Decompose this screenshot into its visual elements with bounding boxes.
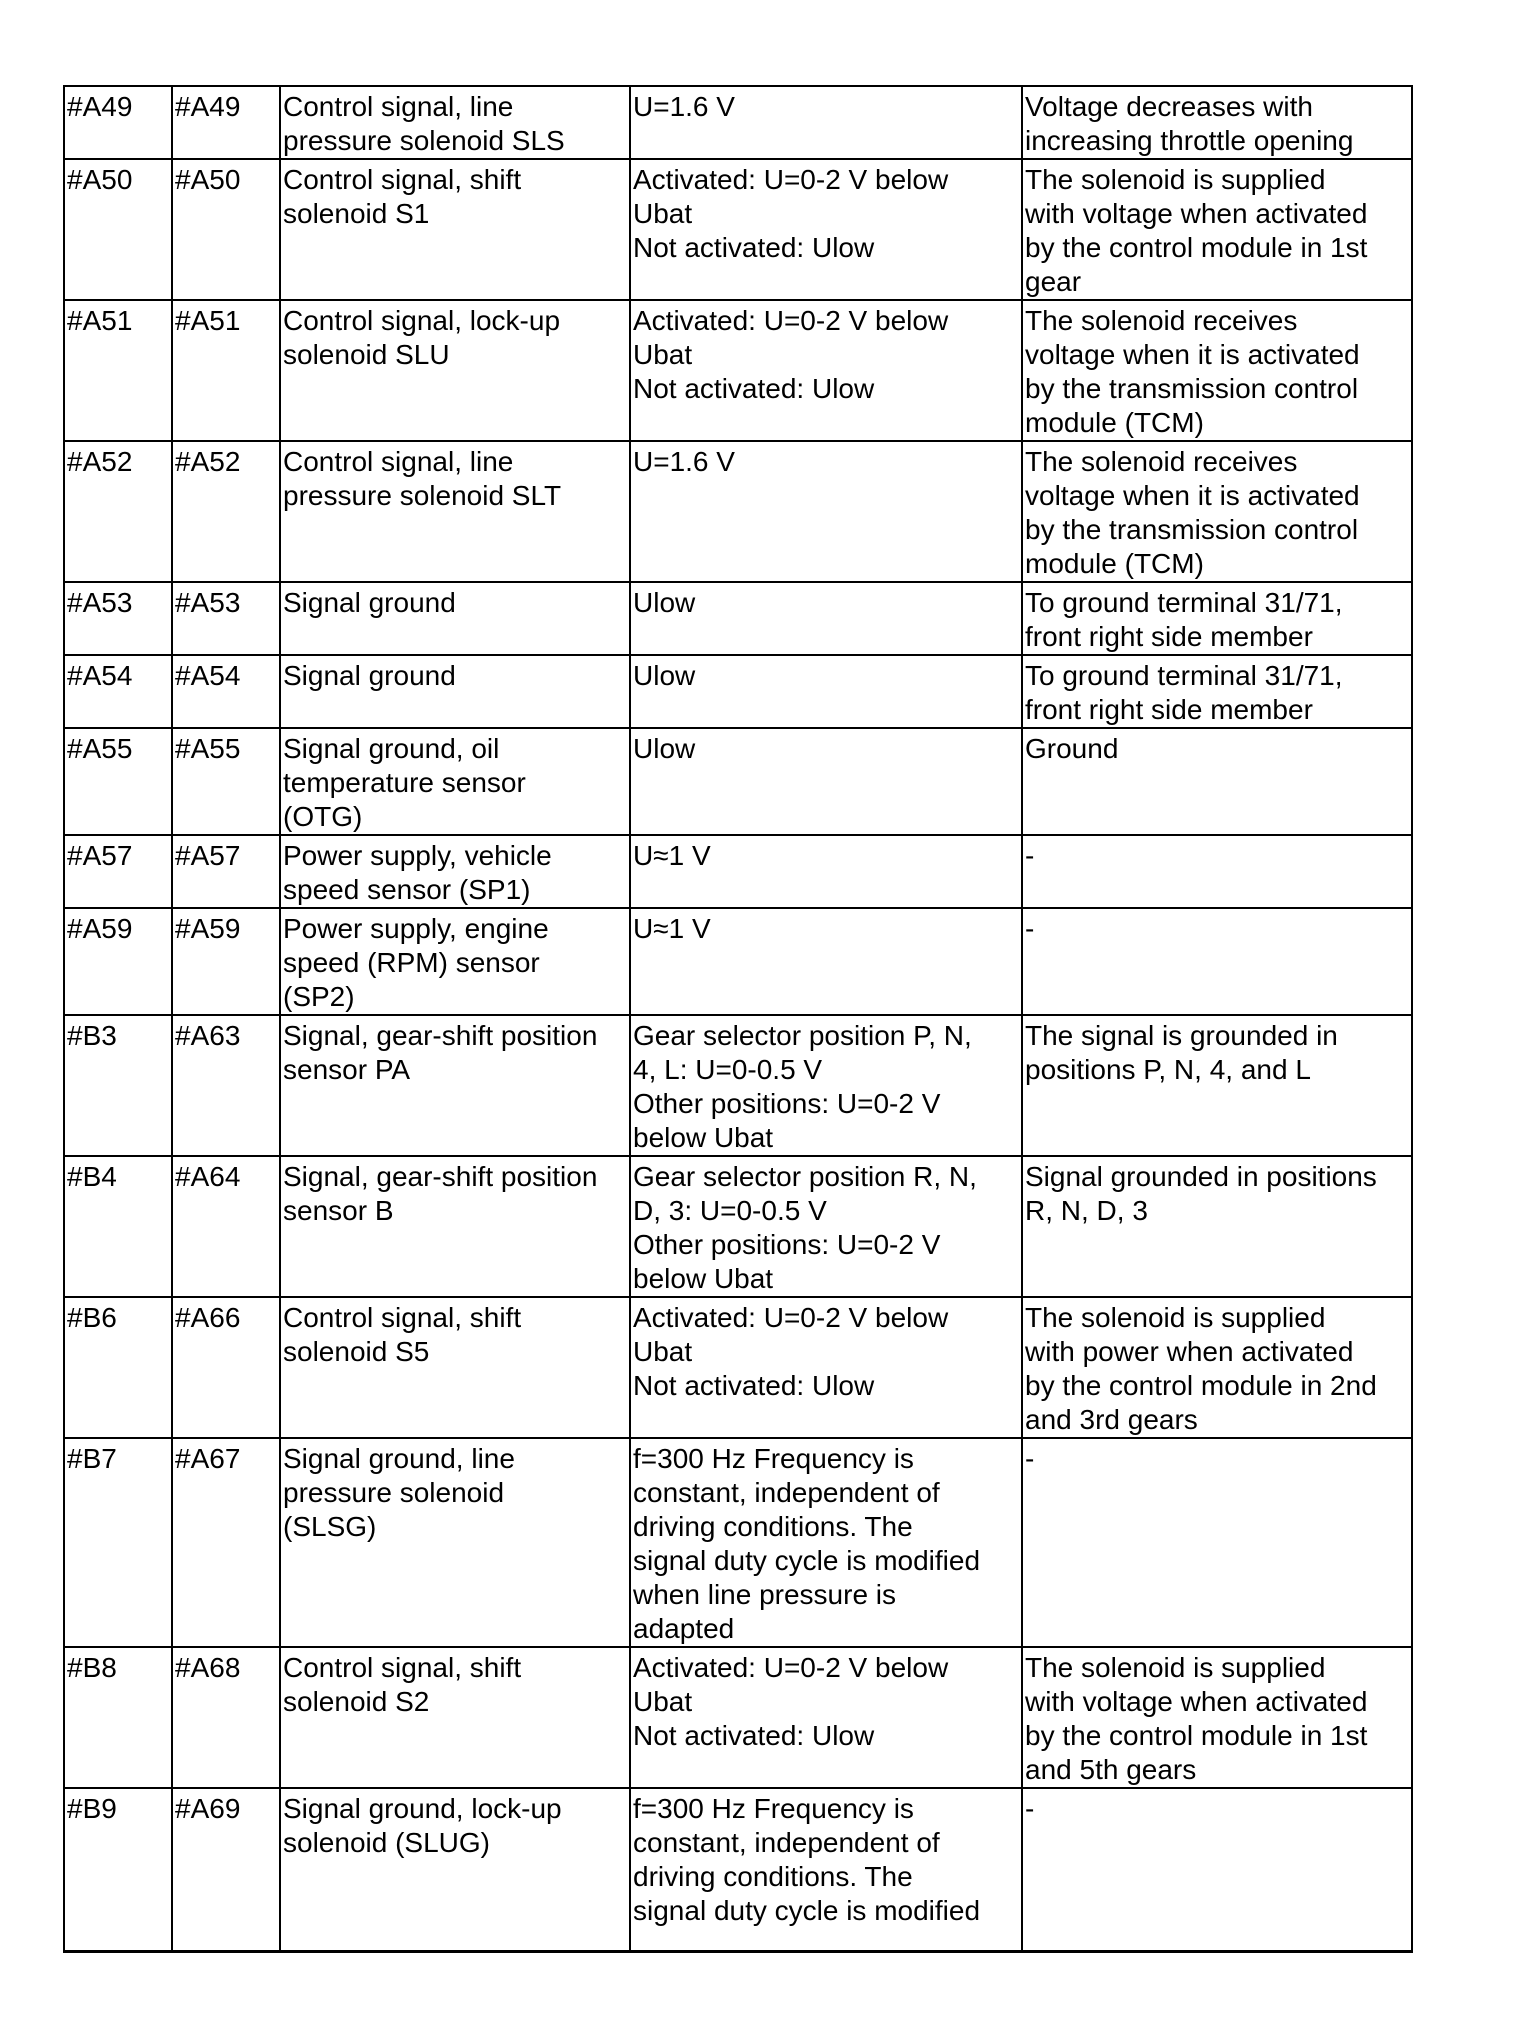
cell-text-line: (SP2)	[283, 981, 355, 1012]
cell-text-line: Not activated: Ulow	[633, 1370, 875, 1401]
cell-text-line: front right side member	[1025, 694, 1313, 725]
cell-text-line: driving conditions. The	[633, 1861, 913, 1892]
cell-text: #A53	[67, 587, 133, 618]
note-cell	[1022, 582, 1412, 655]
description-cell	[280, 835, 630, 908]
cell-text-line: solenoid S5	[283, 1336, 430, 1367]
description-cell	[280, 86, 630, 159]
cell-text-line: solenoid (SLUG)	[283, 1827, 490, 1858]
cell-text-line: with voltage when activated	[1025, 198, 1368, 229]
value-cell	[630, 1788, 1022, 1951]
cell-text-line: below Ubat	[633, 1122, 774, 1153]
cell-text: #A50	[175, 164, 241, 195]
cell-text: #A52	[175, 446, 241, 477]
value-cell	[630, 1297, 1022, 1438]
pin-b-cell	[172, 1156, 280, 1297]
pin-a-cell	[64, 728, 172, 835]
cell-text-line: by the control module in 2nd	[1025, 1370, 1377, 1401]
cell-text-line: with voltage when activated	[1025, 1686, 1368, 1717]
cell-text-line: speed sensor (SP1)	[283, 874, 531, 905]
description-cell	[280, 1788, 630, 1951]
table-row	[64, 159, 1412, 300]
cell-text-line: with power when activated	[1025, 1336, 1354, 1367]
note-cell	[1022, 1156, 1412, 1297]
value-cell	[630, 728, 1022, 835]
note-cell	[1022, 300, 1412, 441]
cell-text: #A69	[175, 1793, 241, 1824]
description-cell	[280, 1015, 630, 1156]
cell-text-line: voltage when it is activated	[1025, 480, 1360, 511]
description-cell	[280, 728, 630, 835]
cell-text: #A49	[67, 91, 133, 122]
description-cell	[280, 655, 630, 728]
note-cell	[1022, 655, 1412, 728]
cell-text-line: Ground	[1025, 733, 1119, 764]
pin-b-cell	[172, 441, 280, 582]
note-cell	[1022, 728, 1412, 835]
value-cell	[630, 1647, 1022, 1788]
pin-b-cell	[172, 1297, 280, 1438]
pin-b-cell	[172, 835, 280, 908]
cell-text-line: Signal, gear-shift position	[283, 1020, 598, 1051]
cell-text-line: signal duty cycle is modified	[633, 1545, 981, 1576]
pin-b-cell	[172, 1788, 280, 1951]
cell-text-line: Ubat	[633, 1336, 693, 1367]
cell-text: #A66	[175, 1302, 241, 1333]
pin-b-cell	[172, 582, 280, 655]
cell-text-line: (SLSG)	[283, 1511, 377, 1542]
cell-text-line: below Ubat	[633, 1263, 774, 1294]
cell-text-line: by the control module in 1st	[1025, 232, 1368, 263]
value-cell	[630, 835, 1022, 908]
cell-text-line: Control signal, shift	[283, 1652, 522, 1683]
table-row	[64, 1438, 1412, 1647]
cell-text-line: -	[1025, 1793, 1035, 1824]
description-cell	[280, 582, 630, 655]
cell-text-line: Activated: U=0-2 V below	[633, 1302, 949, 1333]
cell-text-line: Ubat	[633, 198, 693, 229]
cell-text-line: constant, independent of	[633, 1827, 940, 1858]
cell-text-line: The solenoid receives	[1025, 446, 1298, 477]
pin-a-cell	[64, 908, 172, 1015]
cell-text-line: by the transmission control	[1025, 373, 1359, 404]
cell-text: #A54	[67, 660, 133, 691]
note-cell	[1022, 1647, 1412, 1788]
cell-text-line: and 3rd gears	[1025, 1404, 1198, 1435]
pin-b-cell	[172, 1647, 280, 1788]
cell-text-line: Gear selector position R, N,	[633, 1161, 977, 1192]
cell-text: #A55	[67, 733, 133, 764]
cell-text: #A57	[175, 840, 241, 871]
cell-text-line: Ubat	[633, 339, 693, 370]
cell-text-line: Not activated: Ulow	[633, 1720, 875, 1751]
description-cell	[280, 300, 630, 441]
cell-text-line: Power supply, engine	[283, 913, 549, 944]
cell-text-line: The solenoid is supplied	[1025, 1652, 1326, 1683]
cell-text-line: U=1.6 V	[633, 446, 735, 477]
cell-text: #A57	[67, 840, 133, 871]
cell-text-line: Control signal, shift	[283, 1302, 522, 1333]
cell-text-line: increasing throttle opening	[1025, 125, 1354, 156]
value-cell	[630, 86, 1022, 159]
note-cell	[1022, 159, 1412, 300]
pin-a-cell	[64, 300, 172, 441]
cell-text-line: Activated: U=0-2 V below	[633, 1652, 949, 1683]
pin-a-cell	[64, 655, 172, 728]
description-cell	[280, 908, 630, 1015]
pin-b-cell	[172, 655, 280, 728]
cell-text: #A53	[175, 587, 241, 618]
note-cell	[1022, 908, 1412, 1015]
note-cell	[1022, 1015, 1412, 1156]
cell-text-line: Not activated: Ulow	[633, 373, 875, 404]
cell-text-line: adapted	[633, 1613, 735, 1644]
cell-text-line: To ground terminal 31/71,	[1025, 587, 1343, 618]
cell-text-line: Other positions: U=0-2 V	[633, 1229, 941, 1260]
table-row	[64, 1647, 1412, 1788]
cell-text-line: Control signal, shift	[283, 164, 522, 195]
cell-text-line: sensor PA	[283, 1054, 411, 1085]
pin-b-cell	[172, 86, 280, 159]
cell-text-line: Other positions: U=0-2 V	[633, 1088, 941, 1119]
cell-text-line: The solenoid is supplied	[1025, 164, 1326, 195]
cell-text-line: solenoid S1	[283, 198, 430, 229]
cell-text-line: pressure solenoid SLT	[283, 480, 562, 511]
table-row	[64, 441, 1412, 582]
cell-text-line: To ground terminal 31/71,	[1025, 660, 1343, 691]
pin-a-cell	[64, 86, 172, 159]
cell-text-line: Signal, gear-shift position	[283, 1161, 598, 1192]
description-cell	[280, 1438, 630, 1647]
cell-text-line: when line pressure is	[633, 1579, 897, 1610]
cell-text-line: driving conditions. The	[633, 1511, 913, 1542]
cell-text: #A50	[67, 164, 133, 195]
table-row	[64, 1015, 1412, 1156]
pin-b-cell	[172, 300, 280, 441]
cell-text-line: U≈1 V	[633, 840, 711, 871]
cell-text-line: Signal ground	[283, 660, 456, 691]
pin-a-cell	[64, 1156, 172, 1297]
cell-text-line: signal duty cycle is modified	[633, 1895, 981, 1926]
cell-text-line: Voltage decreases with	[1025, 91, 1313, 122]
cell-text-line: front right side member	[1025, 621, 1313, 652]
cell-text-line: Gear selector position P, N,	[633, 1020, 972, 1051]
pin-a-cell	[64, 1015, 172, 1156]
cell-text-line: pressure solenoid SLS	[283, 125, 565, 156]
pin-a-cell	[64, 1788, 172, 1951]
description-cell	[280, 1297, 630, 1438]
description-cell	[280, 159, 630, 300]
pin-a-cell	[64, 582, 172, 655]
cell-text-line: pressure solenoid	[283, 1477, 505, 1508]
cell-text-line: -	[1025, 1443, 1035, 1474]
cell-text: #B3	[67, 1020, 117, 1051]
cell-text-line: Not activated: Ulow	[633, 232, 875, 263]
cell-text-line: R, N, D, 3	[1025, 1195, 1148, 1226]
description-cell	[280, 441, 630, 582]
table-row	[64, 1788, 1412, 1951]
pin-b-cell	[172, 908, 280, 1015]
cell-text-line: Control signal, lock-up	[283, 305, 561, 336]
value-cell	[630, 1438, 1022, 1647]
value-cell	[630, 582, 1022, 655]
cell-text: #A51	[175, 305, 241, 336]
table-row	[64, 908, 1412, 1015]
pin-b-cell	[172, 728, 280, 835]
cell-text: #B4	[67, 1161, 117, 1192]
cell-text-line: Ulow	[633, 733, 696, 764]
note-cell	[1022, 1788, 1412, 1951]
cell-text: #A68	[175, 1652, 241, 1683]
cell-text: #A59	[175, 913, 241, 944]
cell-text: #A55	[175, 733, 241, 764]
cell-text-line: Activated: U=0-2 V below	[633, 305, 949, 336]
cell-text-line: 4, L: U=0-0.5 V	[633, 1054, 823, 1085]
cell-text-line: Signal ground, line	[283, 1443, 515, 1474]
cell-text-line: temperature sensor	[283, 767, 526, 798]
cell-text: #A52	[67, 446, 133, 477]
cell-text-line: Control signal, line	[283, 446, 514, 477]
cell-text-line: U≈1 V	[633, 913, 711, 944]
pin-b-cell	[172, 1015, 280, 1156]
cell-text-line: Signal grounded in positions	[1025, 1161, 1377, 1192]
cell-text-line: Power supply, vehicle	[283, 840, 552, 871]
cell-text-line: gear	[1025, 266, 1082, 297]
cell-text-line: module (TCM)	[1025, 548, 1204, 579]
pin-b-cell	[172, 159, 280, 300]
cell-text: #A51	[67, 305, 133, 336]
cell-text-line: Activated: U=0-2 V below	[633, 164, 949, 195]
cell-text-line: The solenoid receives	[1025, 305, 1298, 336]
cell-text-line: -	[1025, 840, 1035, 871]
cell-text-line: speed (RPM) sensor	[283, 947, 540, 978]
value-cell	[630, 300, 1022, 441]
cell-text-line: U=1.6 V	[633, 91, 735, 122]
cell-text-line: -	[1025, 913, 1035, 944]
cell-text-line: Control signal, line	[283, 91, 514, 122]
cell-text-line: and 5th gears	[1025, 1754, 1197, 1785]
table-row	[64, 86, 1412, 159]
pin-a-cell	[64, 835, 172, 908]
pin-a-cell	[64, 1438, 172, 1647]
cell-text: #B6	[67, 1302, 117, 1333]
cell-text: #A67	[175, 1443, 241, 1474]
cell-text-line: (OTG)	[283, 801, 363, 832]
table-row	[64, 1297, 1412, 1438]
value-cell	[630, 1156, 1022, 1297]
cell-text: #B7	[67, 1443, 117, 1474]
note-cell	[1022, 1297, 1412, 1438]
table-row	[64, 728, 1412, 835]
pin-table	[63, 85, 1413, 1953]
pin-a-cell	[64, 441, 172, 582]
note-cell	[1022, 835, 1412, 908]
value-cell	[630, 159, 1022, 300]
cell-text-line: f=300 Hz Frequency is	[633, 1793, 914, 1824]
note-cell	[1022, 86, 1412, 159]
cell-text: #A64	[175, 1161, 241, 1192]
cell-text-line: solenoid SLU	[283, 339, 450, 370]
pin-table-body	[64, 86, 1412, 1951]
cell-text-line: solenoid S2	[283, 1686, 430, 1717]
cell-text-line: Signal ground	[283, 587, 456, 618]
note-cell	[1022, 441, 1412, 582]
table-row	[64, 582, 1412, 655]
cell-text-line: f=300 Hz Frequency is	[633, 1443, 914, 1474]
value-cell	[630, 908, 1022, 1015]
cell-text-line: The solenoid is supplied	[1025, 1302, 1326, 1333]
cell-text-line: Ulow	[633, 660, 696, 691]
cell-text-line: voltage when it is activated	[1025, 339, 1360, 370]
description-cell	[280, 1647, 630, 1788]
cell-text-line: Signal ground, lock-up	[283, 1793, 562, 1824]
cell-text-line: Ulow	[633, 587, 696, 618]
table-row	[64, 655, 1412, 728]
pin-a-cell	[64, 1647, 172, 1788]
value-cell	[630, 441, 1022, 582]
value-cell	[630, 1015, 1022, 1156]
cell-text-line: positions P, N, 4, and L	[1025, 1054, 1311, 1085]
cell-text-line: constant, independent of	[633, 1477, 940, 1508]
cell-text: #B8	[67, 1652, 117, 1683]
description-cell	[280, 1156, 630, 1297]
cell-text-line: by the control module in 1st	[1025, 1720, 1368, 1751]
cell-text: #B9	[67, 1793, 117, 1824]
cell-text-line: D, 3: U=0-0.5 V	[633, 1195, 827, 1226]
cell-text-line: by the transmission control	[1025, 514, 1359, 545]
cell-text: #A54	[175, 660, 241, 691]
cell-text-line: Signal ground, oil	[283, 733, 500, 764]
table-row	[64, 300, 1412, 441]
pin-a-cell	[64, 159, 172, 300]
cell-text: #A59	[67, 913, 133, 944]
pin-a-cell	[64, 1297, 172, 1438]
cell-text-line: sensor B	[283, 1195, 394, 1226]
cell-text-line: module (TCM)	[1025, 407, 1204, 438]
note-cell	[1022, 1438, 1412, 1647]
table-row	[64, 1156, 1412, 1297]
cell-text-line: Ubat	[633, 1686, 693, 1717]
cell-text-line: The signal is grounded in	[1025, 1020, 1338, 1051]
value-cell	[630, 655, 1022, 728]
pin-b-cell	[172, 1438, 280, 1647]
cell-text: #A49	[175, 91, 241, 122]
cell-text: #A63	[175, 1020, 241, 1051]
table-row	[64, 835, 1412, 908]
